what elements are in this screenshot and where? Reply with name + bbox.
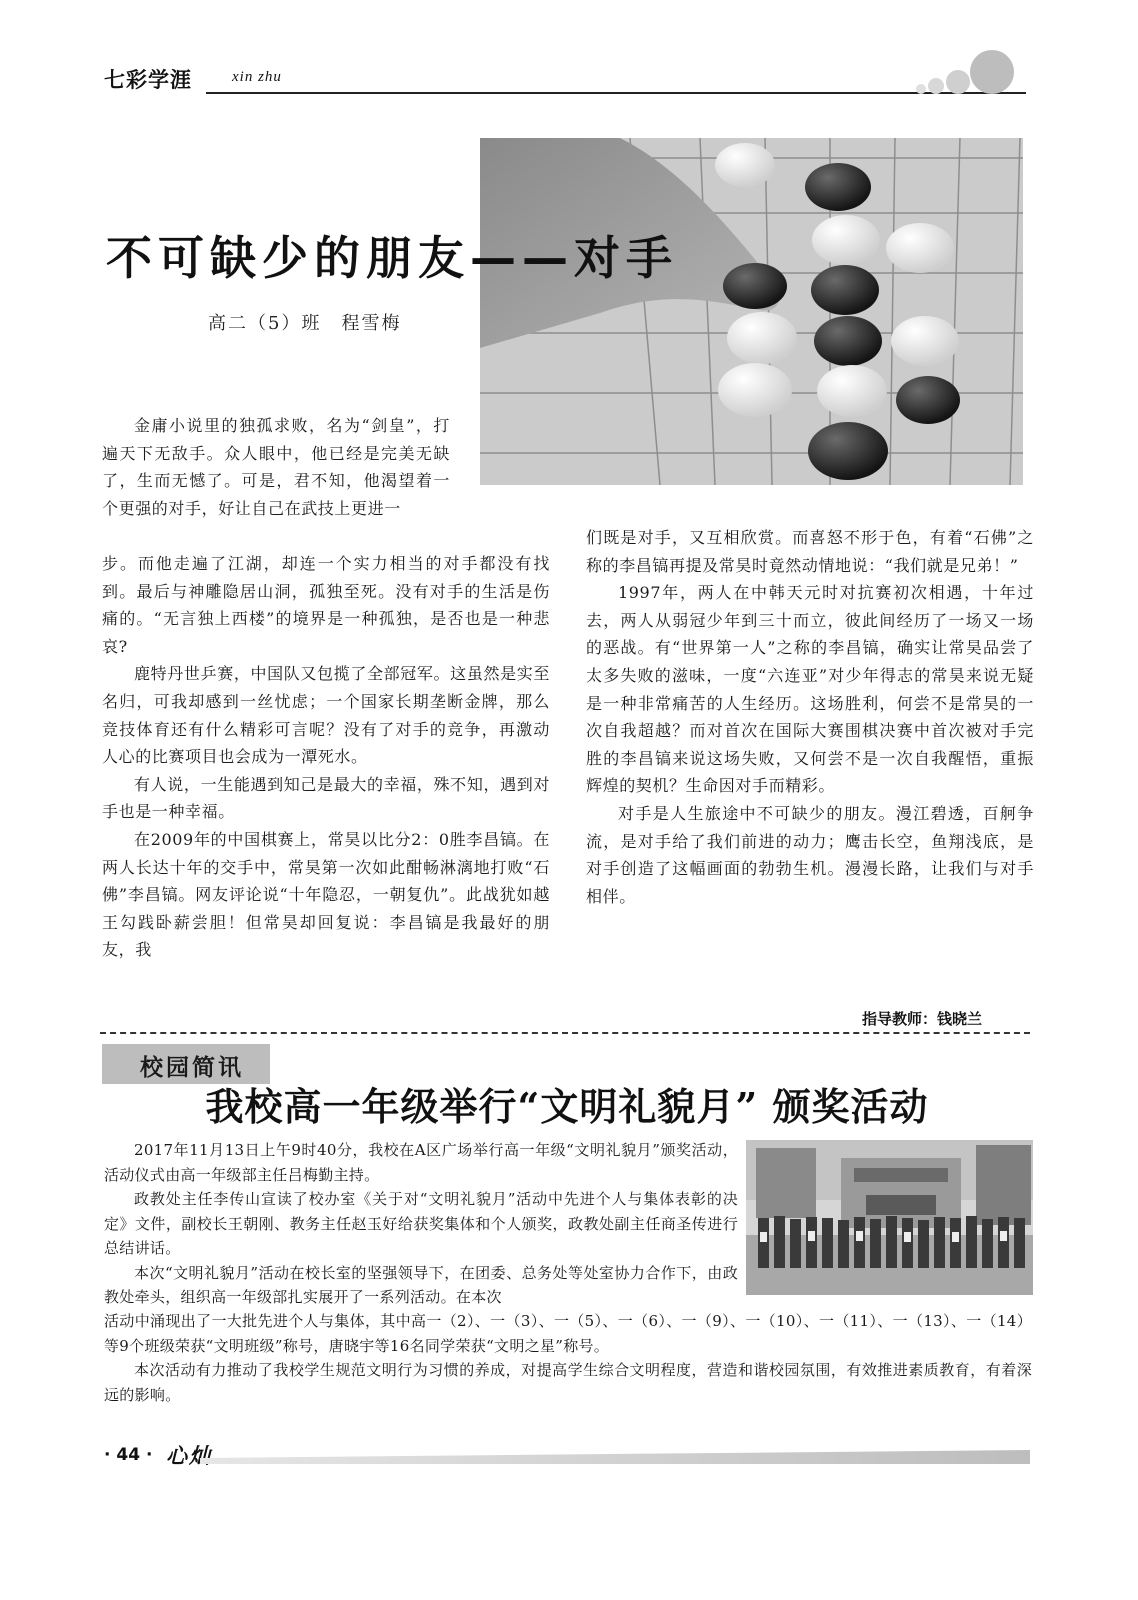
paragraph: 政教处主任李传山宣读了校办室《关于对“文明礼貌月”活动中先进个人与集体表彰的决定》文件，副校长王朝刚、教务主任赵玉好给获奖集体和个人颁奖，政教处副主任商圣传进行总结讲话。: [104, 1190, 738, 1257]
paragraph: 步。而他走遍了江湖，却连一个实力相当的对手都没有找到。最后与神雕隐居山洞，孤独至死。没有对手的生活是伤痛的。“无言独上西楼”的境界是一种孤独，是否也是一种悲哀?: [102, 554, 550, 656]
instructor-credit: 指导教师：钱晓兰: [862, 1010, 983, 1028]
section-tag: 校园简讯: [140, 1055, 244, 1081]
go-board-photo: [480, 138, 1023, 485]
paragraph: 在2009年的中国棋赛上，常昊以比分2：0胜李昌镐。在两人长达十年的交手中，常昊第一次如此酣畅淋漓地打败“石佛”李昌镐。网友评论说“十年隐忍，一朝复仇”。此战犹如越王勾践卧薪尝胆！但常昊却回复说：李昌镐是我最好的朋友，我: [102, 829, 550, 960]
paragraph: 活动中涌现出了一大批先进个人与集体，其中高一（2）、一（3）、一（5）、一（6）、一（9）、一（10）、一（11）、一（13）、一（14）等9个班级荣获“文明班级”称号，唐晓宇等16名同学荣获“文明之星”称号。: [104, 1312, 1032, 1355]
paragraph: 鹿特丹世乒赛，中国队又包揽了全部冠军。这虽然是实至名归，可我却感到一丝忧虑；一个国家长期垄断金牌，那么竞技体育还有什么精彩可言呢？没有了对手的竞争，再激动人心的比赛项目也会成为一潭死水。: [102, 664, 550, 767]
column-subtitle: xin zhu: [232, 69, 282, 85]
news-text-beside-photo: [104, 1138, 738, 1310]
award-ceremony-photo: [746, 1140, 1033, 1295]
news-text-full-width: [104, 1309, 1032, 1407]
paragraph: 1997年，两人在中韩天元时对抗赛初次相遇，十年过去，两人从弱冠少年到三十而立，彼此间经历了一场又一场的恶战。有“世界第一人”之称的李昌镐，确实让常昊品尝了太多失败的滋味，一度“六连亚”对少年得志的常昊来说无疑是一种非常痛苦的人生经历。这场胜利，何尝不是常昊的一次自我超越？而对首次在国际大赛围棋决赛中首次被对手完胜的李昌镐来说这场失败，又何尝不是一次自我醒悟，重振辉煌的契机？生命因对手而精彩。: [586, 583, 1034, 796]
section-divider: [100, 1032, 1030, 1034]
magazine-name: 心灿: [166, 1443, 212, 1468]
footer-gradient-bar: [200, 1448, 1030, 1464]
article-title: 不可缺少的朋友——对手: [106, 231, 678, 285]
magazine-column-name: 七彩学涯: [104, 68, 192, 92]
article-column-1: [102, 550, 550, 964]
paragraph: 有人说，一生能遇到知己是最大的幸福，殊不知，遇到对手也是一种幸福。: [102, 774, 550, 822]
paragraph: 对手是人生旅途中不可缺少的朋友。漫江碧透，百舸争流，是对手给了我们前进的动力；鹰击长空，鱼翔浅底，是对手创造了这幅画面的勃勃生机。漫漫长路，让我们与对手相伴。: [586, 803, 1034, 906]
paragraph: 本次活动有力推动了我校学生规范文明行为习惯的养成，对提高学生综合文明程度，营造和谐校园氛围，有效推进素质教育，有着深远的影响。: [104, 1361, 1032, 1404]
header-rule: [206, 92, 1026, 94]
paragraph: 们既是对手，又互相欣赏。而喜怒不形于色，有着“石佛”之称的李昌镐再提及常昊时竟然动情地说：“我们就是兄弟！”: [586, 528, 1034, 575]
paragraph: 2017年11月13日上午9时40分，我校在A区广场举行高一年级“文明礼貌月”颁奖活动，活动仪式由高一年级部主任吕梅勤主持。: [104, 1141, 738, 1184]
article-column-1-top: [102, 412, 450, 522]
paragraph: 金庸小说里的独孤求败，名为“剑皇”，打遍天下无敌手。众人眼中，他已经是完美无缺了，生而无憾了。可是，君不知，他渴望着一个更强的对手，好让自己在武技上更进一: [102, 416, 450, 518]
paragraph: 本次“文明礼貌月”活动在校长室的坚强领导下，在团委、总务处等处室协力合作下，由政教处牵头，组织高一年级部扎实展开了一系列活动。在本次: [104, 1263, 738, 1306]
article-column-2: [586, 524, 1034, 910]
page-number: · 44 ·: [104, 1445, 153, 1465]
article-author: 高二（5）班 程雪梅: [208, 313, 402, 334]
news-headline: 我校高一年级举行“文明礼貌月” 颁奖活动: [205, 1084, 929, 1129]
